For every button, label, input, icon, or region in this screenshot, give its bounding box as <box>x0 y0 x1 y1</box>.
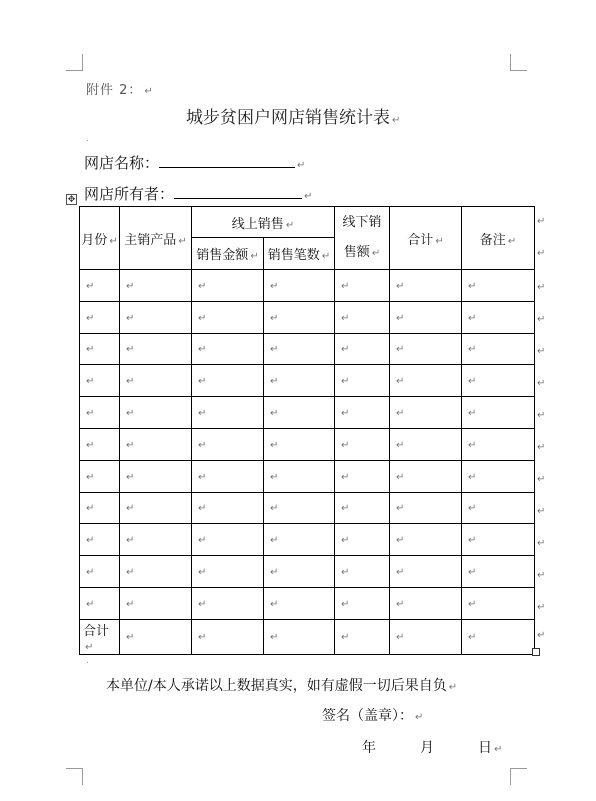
cell-end-mark: ↵ <box>341 280 350 292</box>
cell-end-mark: ↵ <box>86 376 95 388</box>
cell-end-mark: ↵ <box>126 376 135 388</box>
table-cell[interactable] <box>120 333 192 365</box>
table-row <box>80 587 535 619</box>
table-row <box>80 301 535 333</box>
header-online-amount[interactable]: 销售金额 ↵ <box>192 238 264 270</box>
signature-line[interactable]: 签名（盖章）： ↵ <box>322 708 424 724</box>
shop-name-field[interactable] <box>84 152 305 173</box>
cell-end-mark: ↵ <box>468 471 477 483</box>
table-cell[interactable] <box>192 619 264 654</box>
table-cell[interactable] <box>264 619 335 654</box>
cell-end-mark: ↵ <box>86 439 95 451</box>
table-cell[interactable] <box>264 556 335 588</box>
table-cell[interactable] <box>264 301 335 333</box>
cell-end-mark: ↵ <box>341 408 350 420</box>
table-cell[interactable] <box>192 587 264 619</box>
table-row <box>80 460 535 492</box>
table-move-handle-icon[interactable]: ✥ <box>67 195 76 205</box>
paragraph-mark: ↵ <box>448 682 458 693</box>
cell-end-mark: ↵ <box>198 376 207 388</box>
date-year-label: 年 <box>362 740 376 756</box>
row-end-mark: ↵ <box>537 474 546 485</box>
table-cell[interactable] <box>120 365 192 397</box>
table-cell[interactable] <box>120 270 192 302</box>
cell-end-mark: ↵ <box>270 567 279 579</box>
cell-end-mark: ↵ <box>198 312 207 324</box>
shop-owner-field[interactable] <box>84 183 312 204</box>
header-month[interactable]: 月份 ↵ <box>80 207 120 270</box>
cell-end-mark: ↵ <box>396 535 405 547</box>
table-cell[interactable] <box>335 587 390 619</box>
table-cell[interactable] <box>264 397 335 429</box>
paragraph-mark: ↵ <box>304 191 313 202</box>
cell-end-mark: ↵ <box>468 439 477 451</box>
cell-end-mark: ↵ <box>396 567 405 579</box>
cell-end-mark: ↵ <box>468 598 477 610</box>
table-cell[interactable] <box>80 270 120 302</box>
cell-end-mark: ↵ <box>86 503 95 515</box>
cell-end-mark: ↵ <box>198 408 207 420</box>
cell-end-mark: ↵ <box>126 344 135 356</box>
cell-end-mark: ↵ <box>198 344 207 356</box>
table-cell[interactable] <box>264 492 335 524</box>
cell-end-mark: ↵ <box>396 344 405 356</box>
table-cell[interactable] <box>390 301 462 333</box>
cell-end-mark: ↵ <box>396 408 405 420</box>
cell-end-mark: ↵ <box>198 503 207 515</box>
table-cell[interactable] <box>120 301 192 333</box>
row-end-mark: ↵ <box>537 602 546 613</box>
paragraph-mark: ↵ <box>415 712 424 723</box>
table-cell[interactable] <box>80 428 120 460</box>
page-corner-mark-bottom-right <box>510 768 527 785</box>
table-cell[interactable] <box>264 270 335 302</box>
table-total-row <box>80 619 535 654</box>
table-cell[interactable] <box>80 524 120 556</box>
table-cell[interactable] <box>335 397 390 429</box>
cell-end-mark: ↵ <box>468 632 477 644</box>
table-cell[interactable] <box>335 270 390 302</box>
table-cell[interactable] <box>390 460 462 492</box>
table-cell[interactable] <box>192 524 264 556</box>
cell-end-mark: ↵ <box>270 598 279 610</box>
table-row <box>80 270 535 302</box>
cell-end-mark: ↵ <box>126 567 135 579</box>
table-cell[interactable] <box>390 556 462 588</box>
table-cell[interactable] <box>335 619 390 654</box>
table-cell[interactable] <box>80 365 120 397</box>
row-end-mark: ↵ <box>537 314 546 325</box>
table-cell[interactable] <box>335 492 390 524</box>
table-cell[interactable] <box>335 556 390 588</box>
cell-end-mark: ↵ <box>341 535 350 547</box>
total-row-label[interactable]: 合计↵ <box>80 619 120 654</box>
cell-end-mark: ↵ <box>396 632 405 644</box>
page-corner-mark-top-right <box>510 54 527 71</box>
cell-end-mark: ↵ <box>198 598 207 610</box>
table-cell[interactable] <box>120 428 192 460</box>
paragraph-mark: ↵ <box>494 744 503 755</box>
cell-end-mark: ↵ <box>341 567 350 579</box>
cell-end-mark: ↵ <box>396 312 405 324</box>
date-month-label: 月 <box>420 740 434 756</box>
commitment-statement[interactable]: 本单位/本人承诺以上数据真实，如有虚假一切后果自负 ↵ <box>106 678 458 694</box>
date-day-label: 日 <box>478 740 492 756</box>
table-cell[interactable] <box>264 333 335 365</box>
cell-end-mark: ↵ <box>468 312 477 324</box>
cell-end-mark: ↵ <box>198 471 207 483</box>
cell-end-mark: ↵ <box>270 408 279 420</box>
table-cell[interactable] <box>264 365 335 397</box>
cell-end-mark: ↵ <box>396 280 405 292</box>
cell-end-mark: ↵ <box>86 408 95 420</box>
table-cell[interactable] <box>192 270 264 302</box>
table-cell[interactable] <box>390 270 462 302</box>
table-cell[interactable] <box>192 428 264 460</box>
table-cell[interactable] <box>462 587 535 619</box>
row-end-mark: ↵ <box>537 346 546 357</box>
cell-end-mark: ↵ <box>126 598 135 610</box>
table-cell[interactable] <box>80 460 120 492</box>
paragraph-mark: ↵ <box>144 86 154 97</box>
cell-end-mark: ↵ <box>86 280 95 292</box>
table-cell[interactable] <box>462 365 535 397</box>
cell-end-mark: ↵ <box>126 503 135 515</box>
cell-end-mark: ↵ <box>396 471 405 483</box>
table-cell[interactable] <box>120 524 192 556</box>
table-cell[interactable] <box>335 333 390 365</box>
row-end-mark: ↵ <box>537 506 546 517</box>
cell-end-mark: ↵ <box>270 535 279 547</box>
cell-end-mark: ↵ <box>270 471 279 483</box>
row-end-mark: ↵ <box>537 282 546 293</box>
header-remark[interactable]: 备注 ↵ <box>462 207 535 270</box>
row-end-mark: ↵ <box>537 216 546 227</box>
cell-end-mark: ↵ <box>198 439 207 451</box>
table-row <box>80 556 535 588</box>
table-cell[interactable] <box>390 524 462 556</box>
cell-end-mark: ↵ <box>126 439 135 451</box>
cell-end-mark: ↵ <box>468 376 477 388</box>
row-end-mark: ↵ <box>537 570 546 581</box>
cell-end-mark: ↵ <box>198 535 207 547</box>
table-cell[interactable] <box>462 333 535 365</box>
cell-end-mark: ↵ <box>198 567 207 579</box>
table-cell[interactable] <box>264 524 335 556</box>
table-header-row <box>80 207 535 238</box>
cell-end-mark: ↵ <box>126 471 135 483</box>
table-cell[interactable] <box>335 301 390 333</box>
cell-end-mark: ↵ <box>270 280 279 292</box>
cell-end-mark: ↵ <box>341 598 350 610</box>
cell-end-mark: ↵ <box>198 280 207 292</box>
cell-end-mark: ↵ <box>341 312 350 324</box>
table-cell[interactable] <box>192 301 264 333</box>
table-resize-handle[interactable] <box>532 648 540 656</box>
table-cell[interactable] <box>264 428 335 460</box>
table-cell[interactable] <box>264 460 335 492</box>
cell-end-mark: ↵ <box>396 503 405 515</box>
table-cell[interactable] <box>390 333 462 365</box>
table-row <box>80 397 535 429</box>
table-cell[interactable] <box>390 587 462 619</box>
cell-end-mark: ↵ <box>341 632 350 644</box>
table-cell[interactable] <box>192 492 264 524</box>
table-row <box>80 428 535 460</box>
table-cell[interactable] <box>192 397 264 429</box>
cell-end-mark: ↵ <box>341 471 350 483</box>
table-cell[interactable] <box>80 301 120 333</box>
table-cell[interactable] <box>120 460 192 492</box>
table-cell[interactable] <box>80 556 120 588</box>
cell-end-mark: ↵ <box>270 503 279 515</box>
cell-end-mark: ↵ <box>270 632 279 644</box>
cell-end-mark: ↵ <box>126 312 135 324</box>
cell-end-mark: ↵ <box>270 439 279 451</box>
cell-end-mark: ↵ <box>468 408 477 420</box>
shop-name-blank[interactable] <box>159 153 295 168</box>
cell-end-mark: ↵ <box>270 376 279 388</box>
row-end-mark: ↵ <box>537 538 546 549</box>
cell-end-mark: ↵ <box>270 312 279 324</box>
table-cell[interactable] <box>192 333 264 365</box>
cell-end-mark: ↵ <box>126 408 135 420</box>
cell-end-mark: ↵ <box>198 632 207 644</box>
page-corner-mark-bottom-left <box>66 768 83 785</box>
document-title[interactable]: 城步贫困户网店销售统计表 ↵ <box>186 108 401 128</box>
table-cell[interactable] <box>390 619 462 654</box>
table-cell[interactable] <box>192 460 264 492</box>
table-cell[interactable] <box>80 587 120 619</box>
row-end-mark: ↵ <box>537 410 546 421</box>
table-cell[interactable] <box>335 460 390 492</box>
table-cell[interactable] <box>80 333 120 365</box>
sales-statistics-table[interactable] <box>79 206 535 655</box>
date-line[interactable] <box>362 737 502 757</box>
cell-end-mark: ↵ <box>86 535 95 547</box>
table-cell[interactable] <box>462 619 535 654</box>
table-cell[interactable] <box>120 397 192 429</box>
header-online-count[interactable]: 销售笔数 ↵ <box>264 238 335 270</box>
cell-end-mark: ↵ <box>468 280 477 292</box>
header-offline-sales[interactable]: 线下销 售额 ↵ <box>335 207 390 270</box>
shop-name-label: 网店名称： <box>84 154 160 172</box>
cell-end-mark: ↵ <box>468 535 477 547</box>
cell-end-mark: ↵ <box>341 439 350 451</box>
table-cell[interactable] <box>120 556 192 588</box>
table-cell[interactable] <box>390 365 462 397</box>
table-cell[interactable] <box>264 587 335 619</box>
cell-end-mark: ↵ <box>396 598 405 610</box>
cell-end-mark: ↵ <box>86 344 95 356</box>
table-cell[interactable] <box>462 428 535 460</box>
cell-end-mark: ↵ <box>126 280 135 292</box>
table-cell[interactable] <box>462 270 535 302</box>
table-cell[interactable] <box>335 428 390 460</box>
cell-end-mark: ↵ <box>126 535 135 547</box>
table-cell[interactable] <box>120 587 192 619</box>
table-cell[interactable] <box>390 428 462 460</box>
cell-end-mark: ↵ <box>85 641 94 653</box>
table-cell[interactable] <box>462 301 535 333</box>
table-cell[interactable] <box>462 397 535 429</box>
table-cell[interactable] <box>462 524 535 556</box>
cell-end-mark: ↵ <box>396 439 405 451</box>
cell-end-mark: ↵ <box>468 344 477 356</box>
table-cell[interactable] <box>462 460 535 492</box>
table-cell[interactable] <box>120 492 192 524</box>
header-total[interactable]: 合计 ↵ <box>390 207 462 270</box>
table-cell[interactable] <box>192 365 264 397</box>
shop-owner-blank[interactable] <box>174 184 302 199</box>
table-cell[interactable] <box>335 524 390 556</box>
paragraph-mark: ↵ <box>297 160 306 171</box>
table-cell[interactable] <box>80 397 120 429</box>
table-cell[interactable] <box>335 365 390 397</box>
cell-end-mark: ↵ <box>86 598 95 610</box>
table-cell[interactable] <box>120 619 192 654</box>
table-row <box>80 365 535 397</box>
cell-end-mark: ↵ <box>341 344 350 356</box>
cell-end-mark: ↵ <box>86 567 95 579</box>
header-main-product[interactable]: 主销产品 ↵ <box>120 207 192 270</box>
attachment-label: 附件 2： ↵ <box>86 83 154 98</box>
table-cell[interactable] <box>462 492 535 524</box>
paragraph-mark: ↵ <box>392 115 401 126</box>
row-end-mark: ↵ <box>537 378 546 389</box>
row-end-mark: ↵ <box>537 442 546 453</box>
table-row <box>80 524 535 556</box>
table-cell[interactable] <box>80 492 120 524</box>
row-end-mark: ↵ <box>537 630 546 641</box>
cell-end-mark: ↵ <box>396 376 405 388</box>
cell-end-mark: ↵ <box>86 471 95 483</box>
table-cell[interactable] <box>462 556 535 588</box>
cell-end-mark: ↵ <box>341 503 350 515</box>
page-corner-mark-top-left <box>66 54 83 71</box>
cell-end-mark: ↵ <box>126 632 135 644</box>
cell-end-mark: ↵ <box>468 503 477 515</box>
empty-paragraph-dot: . <box>86 656 89 666</box>
table-row <box>80 492 535 524</box>
table-row <box>80 333 535 365</box>
cell-end-mark: ↵ <box>86 312 95 324</box>
shop-owner-label: 网店所有者： <box>84 185 175 203</box>
table-cell[interactable] <box>390 397 462 429</box>
table-cell[interactable] <box>390 492 462 524</box>
empty-paragraph-dot: . <box>86 134 89 144</box>
row-end-mark: ↵ <box>537 248 546 259</box>
table-cell[interactable] <box>192 556 264 588</box>
header-online-sales[interactable]: 线上销售 ↵ <box>192 207 335 238</box>
cell-end-mark: ↵ <box>468 567 477 579</box>
cell-end-mark: ↵ <box>341 376 350 388</box>
cell-end-mark: ↵ <box>270 344 279 356</box>
